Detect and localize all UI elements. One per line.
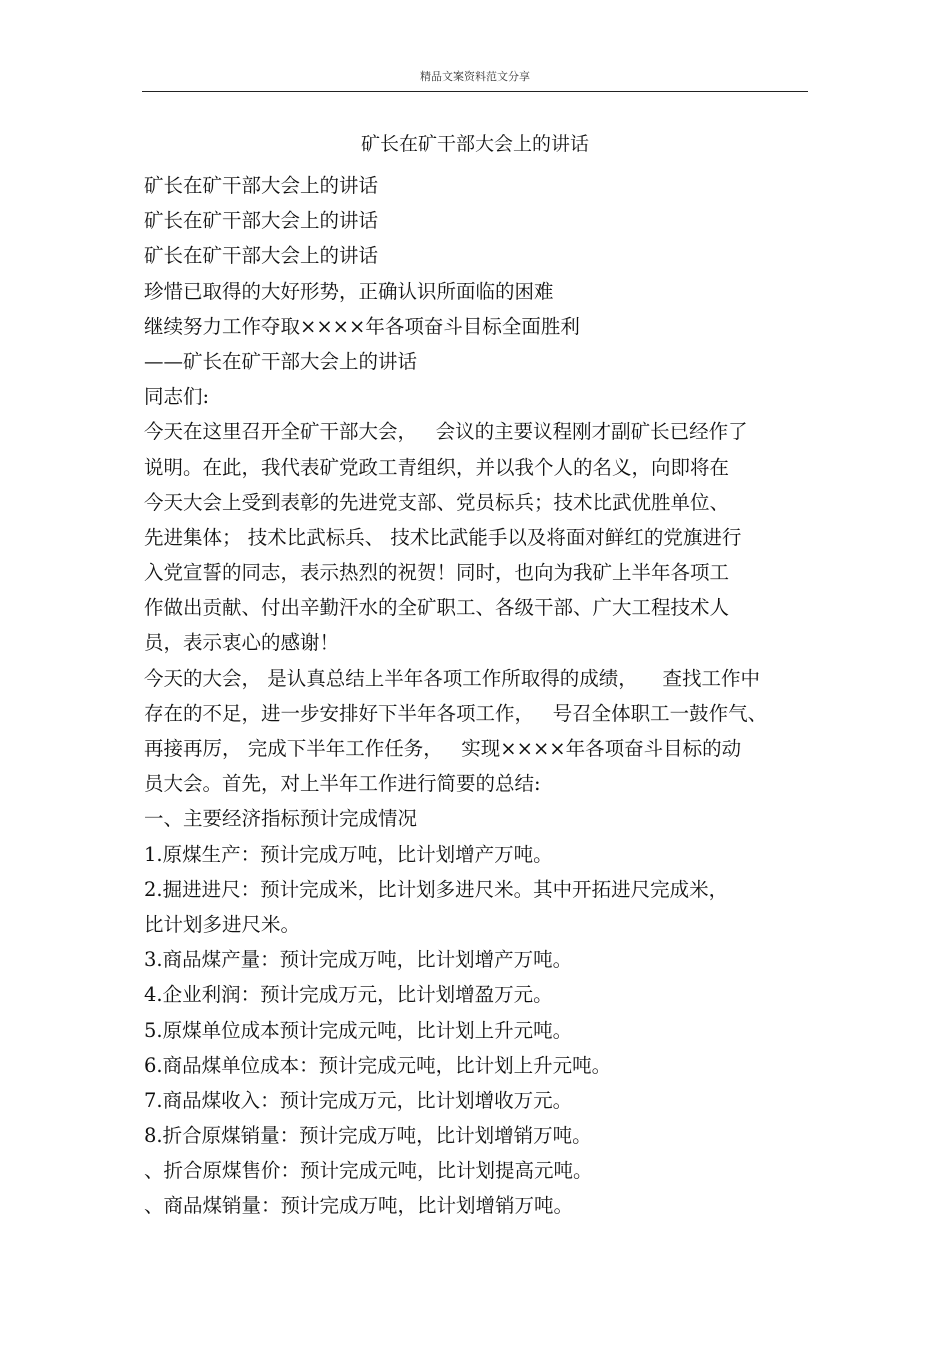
text-line: 一、主要经济指标预计完成情况 [144,807,418,831]
text-line: 1.原煤生产：预计完成万吨，比计划增产万吨。 [144,842,553,866]
text-line: 4.企业利润：预计完成万元，比计划增盈万元。 [144,983,553,1007]
text-line: 今天在这里召开全矿干部大会， 会议的主要议程刚才副矿长已经作了 [144,420,748,444]
text-line: 入党宣誓的同志，表示热烈的祝贺！同时，也向为我矿上半年各项工 [144,561,730,585]
page-header: 精品文案资料范文分享 [420,70,530,83]
text-line: 、折合原煤售价：预计完成元吨，比计划提高元吨。 [144,1159,593,1183]
text-line: ——矿长在矿干部大会上的讲话 [144,349,418,373]
text-line: 珍惜已取得的大好形势，正确认识所面临的困难 [144,279,554,303]
text-line: 8.折合原煤销量：预计完成万吨，比计划增销万吨。 [144,1124,592,1148]
text-line: 7.商品煤收入：预计完成万元，比计划增收万元。 [144,1088,573,1112]
text-line: 、商品煤销量：预计完成万吨，比计划增销万吨。 [144,1194,574,1218]
text-line: 3.商品煤产量：预计完成万吨，比计划增产万吨。 [144,948,573,972]
text-line: 存在的不足，进一步安排好下半年各项工作， 号召全体职工一鼓作气、 [144,701,768,725]
document-body [144,168,808,1224]
text-line: 说明。在此，我代表矿党政工青组织，并以我个人的名义，向即将在 [144,455,730,479]
text-line: 再接再厉， 完成下半年工作任务， 实现××××年各项奋斗目标的动 [144,737,742,760]
text-line: 先进集体； 技术比武标兵、 技术比武能手以及将面对鲜红的党旗进行 [144,525,742,549]
text-line: 同志们: [144,385,210,409]
text-line: 5.原煤单位成本预计完成元吨，比计划上升元吨。 [144,1018,573,1042]
header-rule [142,91,808,92]
document-title: 矿长在矿干部大会上的讲话 [360,133,589,155]
text-line: 今天大会上受到表彰的先进党支部、党员标兵；技术比武优胜单位、 [144,490,730,514]
text-line: 员大会。首先，对上半年工作进行简要的总结: [144,772,541,796]
text-line: 矿长在矿干部大会上的讲话 [144,174,379,197]
text-line: 6.商品煤单位成本：预计完成元吨，比计划上升元吨。 [144,1053,612,1077]
text-line: 2.掘进进尺：预计完成米，比计划多进尺米。其中开拓进尺完成米， [144,877,729,901]
text-line: 矿长在矿干部大会上的讲话 [144,244,379,268]
text-line: 继续努力工作夺取××××年各项奋斗目标全面胜利 [144,314,580,338]
text-line: 比计划多进尺米。 [144,912,301,936]
text-line: 今天的大会， 是认真总结上半年各项工作所取得的成绩， 查找工作中 [144,666,760,690]
text-line: 矿长在矿干部大会上的讲话 [144,209,379,233]
text-line: 员，表示衷心的感谢！ [144,631,340,655]
text-line: 作做出贡献、付出辛勤汗水的全矿职工、各级干部、广大工程技术人 [144,596,730,620]
